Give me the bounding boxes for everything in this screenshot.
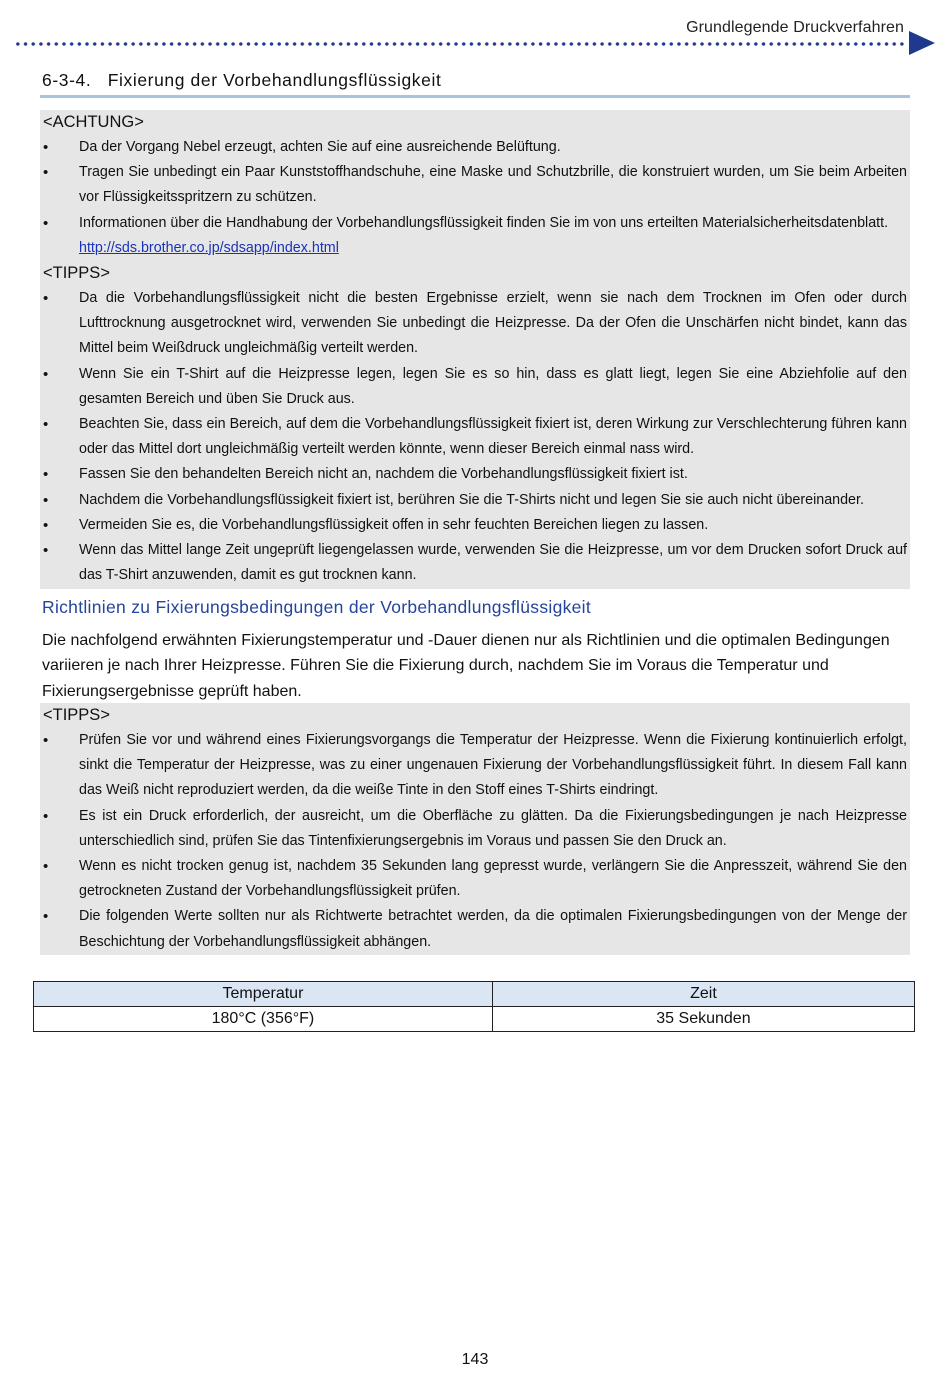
caution-item: • Da der Vorgang Nebel erzeugt, achten Sie auf eine ausreichende Belüftung. — [43, 135, 907, 160]
chapter-title: Grundlegende Druckverfahren — [686, 19, 904, 36]
caution-item — [43, 211, 907, 261]
tip-item: • Fassen Sie den behandelten Bereich nicht an, nachdem die Vorbehandlungsflüssigkeit fixiert ist. — [43, 462, 907, 487]
tips-title: <TIPPS> — [43, 706, 110, 724]
section-heading: 6-3-4. Fixierung der Vorbehandlungsflüssigkeit — [42, 70, 442, 90]
sds-link[interactable]: http://sds.brother.co.jp/sdsapp/index.html — [79, 239, 339, 256]
tip-item: • Wenn es nicht trocken genug ist, nachdem 35 Sekunden lang gepresst wurde, verlängern Sie die Anpresszeit, während Sie den getrockneten Zustand der Vorbehandlungsflüssigkeit prüfen. — [43, 854, 907, 904]
tip-item: • Nachdem die Vorbehandlungsflüssigkeit fixiert ist, berühren Sie die T-Shirts nicht und legen Sie sie auch nicht übereinander. — [43, 488, 907, 513]
page-number: 143 — [461, 1351, 489, 1368]
caution-tips-box — [40, 110, 910, 589]
time-cell: 35 Sekunden — [492, 1007, 914, 1032]
arrow-right-icon — [909, 31, 935, 55]
column-header-time: Zeit — [492, 982, 914, 1007]
guidelines-intro: Die nachfolgend erwähnten Fixierungstemperatur und -Dauer dienen nur als Richtlinien und die optimalen Bedingungen variieren je nach Ihrer Heizpresse. Führen Sie die Fixierung durch, nachdem Sie im Voraus die Temperatur und Fixierungsergebnisse geprüft haben. — [42, 632, 890, 700]
temperature-cell: 180°C (356°F) — [34, 1007, 493, 1032]
tip-item: • Prüfen Sie vor und während eines Fixierungsvorgangs die Temperatur der Heizpresse. Wenn die Fixierung kontinuierlich erfolgt, sinkt die Temperatur der Heizpresse, was zu einer ungenauen Fixierung der Vorbehandlungsflüssigkeit führt. In diesem Fall kann das Weiß nicht reproduziert werden, da die weiße Tinte in den Stoff eines T-Shirts eindringt. — [43, 728, 907, 804]
header-dotted-line — [14, 42, 906, 46]
section-divider — [40, 95, 910, 98]
tip-item: • Die folgenden Werte sollten nur als Richtwerte betrachtet werden, da die optimalen Fixierungsbedingungen von der Menge der Beschichtung der Vorbehandlungsflüssigkeit abhängen. — [43, 904, 907, 954]
tips-box — [40, 703, 910, 955]
table-header-row — [34, 982, 915, 1007]
tip-item: • Wenn Sie ein T-Shirt auf die Heizpresse legen, legen Sie es so hin, dass es glatt liegt, legen Sie eine Abziehfolie auf den gesamten Bereich und üben Sie Druck aus. — [43, 362, 907, 412]
caution-item: • Tragen Sie unbedingt ein Paar Kunststoffhandschuhe, eine Maske und Schutzbrille, die konstruiert wurden, um Sie beim Arbeiten vor Flüssigkeitsspritzern zu schützen. — [43, 160, 907, 210]
tip-item: • Vermeiden Sie es, die Vorbehandlungsflüssigkeit offen in sehr feuchten Bereichen liegen zu lassen. — [43, 513, 907, 538]
caution-item-text: Informationen über die Handhabung der Vorbehandlungsflüssigkeit finden Sie im von uns erteilten Materialsicherheitsdatenblatt. — [79, 214, 889, 231]
fixation-conditions-table — [33, 981, 915, 1032]
tip-item: • Wenn das Mittel lange Zeit ungeprüft liegengelassen wurde, verwenden Sie die Heizpresse, um vor dem Drucken sofort Druck auf das T-Shirt anzuwenden, damit es gut trocknen kann. — [43, 538, 907, 588]
guidelines-heading: Richtlinien zu Fixierungsbedingungen der Vorbehandlungsflüssigkeit — [42, 597, 592, 617]
column-header-temperature: Temperatur — [34, 982, 493, 1007]
caution-title: <ACHTUNG> — [43, 113, 144, 131]
tip-item: • Da die Vorbehandlungsflüssigkeit nicht die besten Ergebnisse erzielt, wenn sie nach dem Trocknen im Ofen oder durch Lufttrocknung ausgetrocknet wird, verwenden Sie unbedingt die Heizpresse. Da der Ofen die Unschärfen nicht bindet, kann das Mittel beim Weißdruck ungleichmäßig verteilt werden. — [43, 286, 907, 362]
tip-item: • Beachten Sie, dass ein Bereich, auf dem die Vorbehandlungsflüssigkeit fixiert ist, deren Wirkung zur Verschlechterung führen kann oder das Mittel dort ungleichmäßig verteilt werden könnte, wenn dieser Bereich einmal nass wird. — [43, 412, 907, 462]
tip-item: • Es ist ein Druck erforderlich, der ausreicht, um die Oberfläche zu glätten. Da die Fixierungsbedingungen je nach Heizpresse unterschiedlich sind, prüfen Sie das Tintenfixierungsergebnis im Voraus und passen Sie den Druck an. — [43, 804, 907, 854]
table-row — [34, 1007, 915, 1032]
tips-title: <TIPPS> — [43, 264, 110, 283]
